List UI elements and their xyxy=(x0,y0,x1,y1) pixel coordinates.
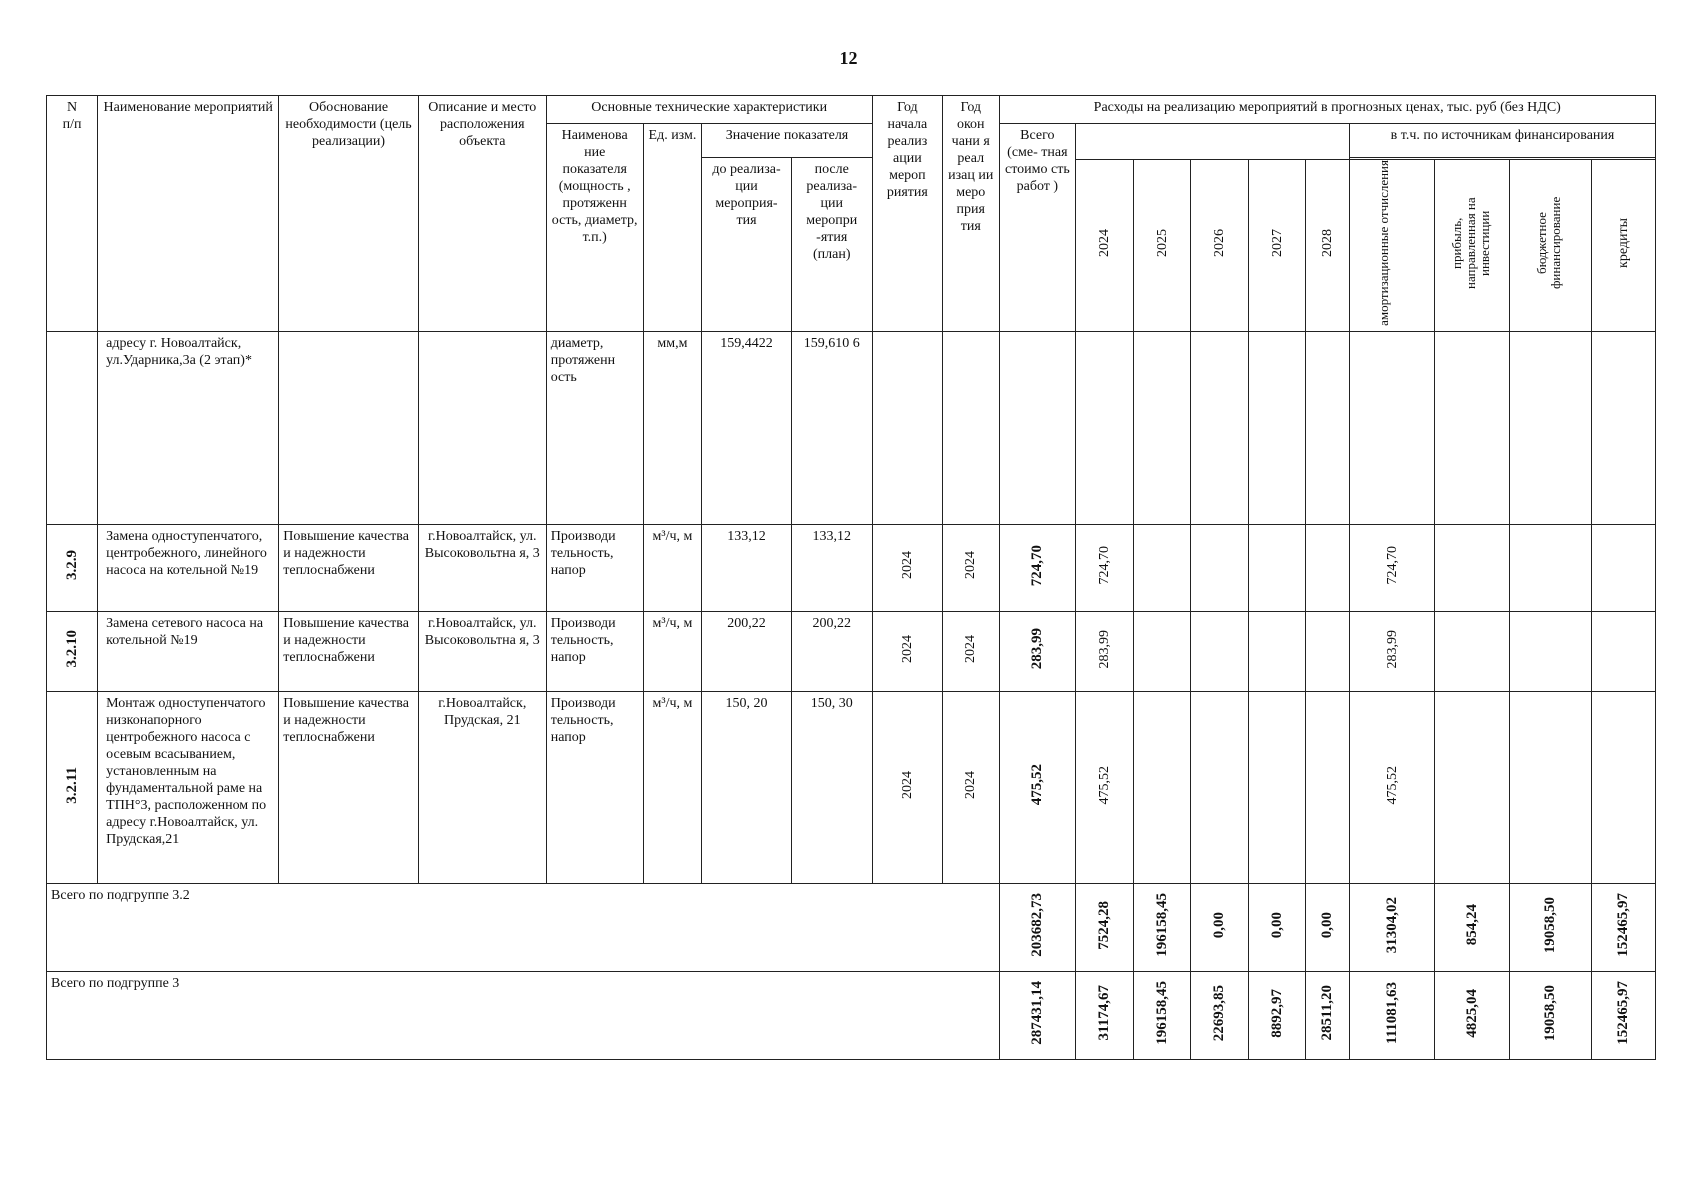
subtotal-2028: 0,00 xyxy=(1306,883,1350,971)
row-indicator: Производи тельность, напор xyxy=(546,611,643,691)
header-after: после реализа- ции меропри -ятия (план) xyxy=(791,158,872,332)
header-before: до реализа- ции мероприя- тия xyxy=(702,158,792,332)
header-indicator-name: Наименова ние показателя (мощность , протяженн ость, диаметр, т.п.) xyxy=(546,124,643,332)
subtotal-budget: 19058,50 xyxy=(1509,883,1591,971)
subtotal-row xyxy=(47,883,1656,971)
header-end-year: Год окон чани я реал изац ии меро прия тия xyxy=(943,96,999,332)
header-total: Всего (сме- тная стоимо сть работ ) xyxy=(999,124,1076,332)
row-unit: мм,м xyxy=(643,331,702,524)
row-total: 724,70 xyxy=(999,524,1076,611)
total-2024: 31174,67 xyxy=(1076,971,1134,1059)
row-before: 133,12 xyxy=(702,524,792,611)
table-row xyxy=(47,331,1656,524)
subtotal-amort: 31304,02 xyxy=(1350,883,1435,971)
row-end-year: 2024 xyxy=(943,691,999,883)
row-before: 159,4422 xyxy=(702,331,792,524)
header-source-profit: прибыль, направленная на инвестиции xyxy=(1435,160,1510,332)
row-num xyxy=(47,331,98,524)
row-location xyxy=(418,331,546,524)
subtotal-label: Всего по подгруппе 3.2 xyxy=(47,883,1000,971)
total-2026: 22693,85 xyxy=(1191,971,1249,1059)
row-reason: Повышение качества и надежности теплоснабжени xyxy=(279,524,419,611)
header-source-budget: бюджетное финансирование xyxy=(1509,160,1591,332)
row-num: 3.2.10 xyxy=(47,611,98,691)
total-2027: 8892,97 xyxy=(1248,971,1306,1059)
row-after: 159,610 6 xyxy=(791,331,872,524)
row-num: 3.2.9 xyxy=(47,524,98,611)
table-row xyxy=(47,524,1656,611)
total-credit: 152465,97 xyxy=(1591,971,1655,1059)
row-unit: м³/ч, м xyxy=(643,524,702,611)
row-location: г.Новоалтайск, ул. Высоковольтна я, 3 xyxy=(418,611,546,691)
header-location: Описание и место расположения объекта xyxy=(418,96,546,332)
row-indicator: Производи тельность, напор xyxy=(546,691,643,883)
total-row xyxy=(47,971,1656,1059)
row-reason: Повышение качества и надежности теплоснабжени xyxy=(279,691,419,883)
header-source-credit: кредиты xyxy=(1591,160,1655,332)
row-indicator: диаметр, протяженн ость xyxy=(546,331,643,524)
row-reason xyxy=(279,331,419,524)
row-name: Замена одноступенчатого, центробежного, линейного насоса на котельной №19 xyxy=(98,524,279,611)
page-number: 12 xyxy=(839,48,858,68)
row-unit: м³/ч, м xyxy=(643,691,702,883)
subtotal-total: 203682,73 xyxy=(999,883,1076,971)
header-year-2025: 2025 xyxy=(1133,160,1191,332)
row-before: 200,22 xyxy=(702,611,792,691)
row-name: Монтаж одноступенчатого низконапорного центробежного насоса с осевым всасыванием, установленным на фундаментальной раме на ТПН°3, расположенном по адресу г.Новоалтайск, ул. Прудская,21 xyxy=(98,691,279,883)
subtotal-2026: 0,00 xyxy=(1191,883,1249,971)
row-total: 475,52 xyxy=(999,691,1076,883)
investment-program-table xyxy=(46,95,1656,1060)
row-2024: 475,52 xyxy=(1076,691,1134,883)
header-source-amort: амортизационные отчисления xyxy=(1350,160,1435,332)
header-unit: Ед. изм. xyxy=(643,124,702,332)
total-2028: 28511,20 xyxy=(1306,971,1350,1059)
header-year-2027: 2027 xyxy=(1248,160,1306,332)
row-unit: м³/ч, м xyxy=(643,611,702,691)
row-start-year: 2024 xyxy=(872,524,942,611)
total-profit: 4825,04 xyxy=(1435,971,1510,1059)
row-after: 150, 30 xyxy=(791,691,872,883)
total-label: Всего по подгруппе 3 xyxy=(47,971,1000,1059)
row-2024: 283,99 xyxy=(1076,611,1134,691)
header-sources-group: в т.ч. по источникам финансирования xyxy=(1350,124,1656,158)
header-value-group: Значение показателя xyxy=(702,124,872,158)
header-year-2024: 2024 xyxy=(1076,160,1134,332)
row-name: Замена сетевого насоса на котельной №19 xyxy=(98,611,279,691)
row-amort: 724,70 xyxy=(1350,524,1435,611)
row-indicator: Производи тельность, напор xyxy=(546,524,643,611)
header-reason: Обоснование необходимости (цель реализации) xyxy=(279,96,419,332)
row-end-year: 2024 xyxy=(943,524,999,611)
subtotal-profit: 854,24 xyxy=(1435,883,1510,971)
header-start-year: Год начала реализ ации мероп риятия xyxy=(872,96,942,332)
header-costs-group: Расходы на реализацию мероприятий в прогнозных ценах, тыс. руб (без НДС) xyxy=(999,96,1656,124)
subtotal-2024: 7524,28 xyxy=(1076,883,1134,971)
header-tech-group: Основные технические характеристики xyxy=(546,96,872,124)
total-total: 287431,14 xyxy=(999,971,1076,1059)
row-end-year: 2024 xyxy=(943,611,999,691)
subtotal-2027: 0,00 xyxy=(1248,883,1306,971)
header-num: N п/п xyxy=(47,96,98,332)
row-amort: 283,99 xyxy=(1350,611,1435,691)
row-after: 133,12 xyxy=(791,524,872,611)
row-start-year: 2024 xyxy=(872,611,942,691)
header-name: Наименование мероприятий xyxy=(98,96,279,332)
row-amort: 475,52 xyxy=(1350,691,1435,883)
row-total: 283,99 xyxy=(999,611,1076,691)
total-amort: 111081,63 xyxy=(1350,971,1435,1059)
row-location: г.Новоалтайск, ул. Высоковольтна я, 3 xyxy=(418,524,546,611)
row-start-year: 2024 xyxy=(872,691,942,883)
row-before: 150, 20 xyxy=(702,691,792,883)
subtotal-2025: 196158,45 xyxy=(1133,883,1191,971)
header-year-2028: 2028 xyxy=(1306,160,1350,332)
total-2025: 196158,45 xyxy=(1133,971,1191,1059)
subtotal-credit: 152465,97 xyxy=(1591,883,1655,971)
row-num: 3.2.11 xyxy=(47,691,98,883)
row-after: 200,22 xyxy=(791,611,872,691)
table-row xyxy=(47,691,1656,883)
header-years-blank xyxy=(1076,124,1350,160)
row-location: г.Новоалтайск, Прудская, 21 xyxy=(418,691,546,883)
row-reason: Повышение качества и надежности теплоснабжени xyxy=(279,611,419,691)
total-budget: 19058,50 xyxy=(1509,971,1591,1059)
row-name: адресу г. Новоалтайск, ул.Ударника,3а (2 этап)* xyxy=(98,331,279,524)
header-year-2026: 2026 xyxy=(1191,160,1249,332)
table-row xyxy=(47,611,1656,691)
row-2024: 724,70 xyxy=(1076,524,1134,611)
